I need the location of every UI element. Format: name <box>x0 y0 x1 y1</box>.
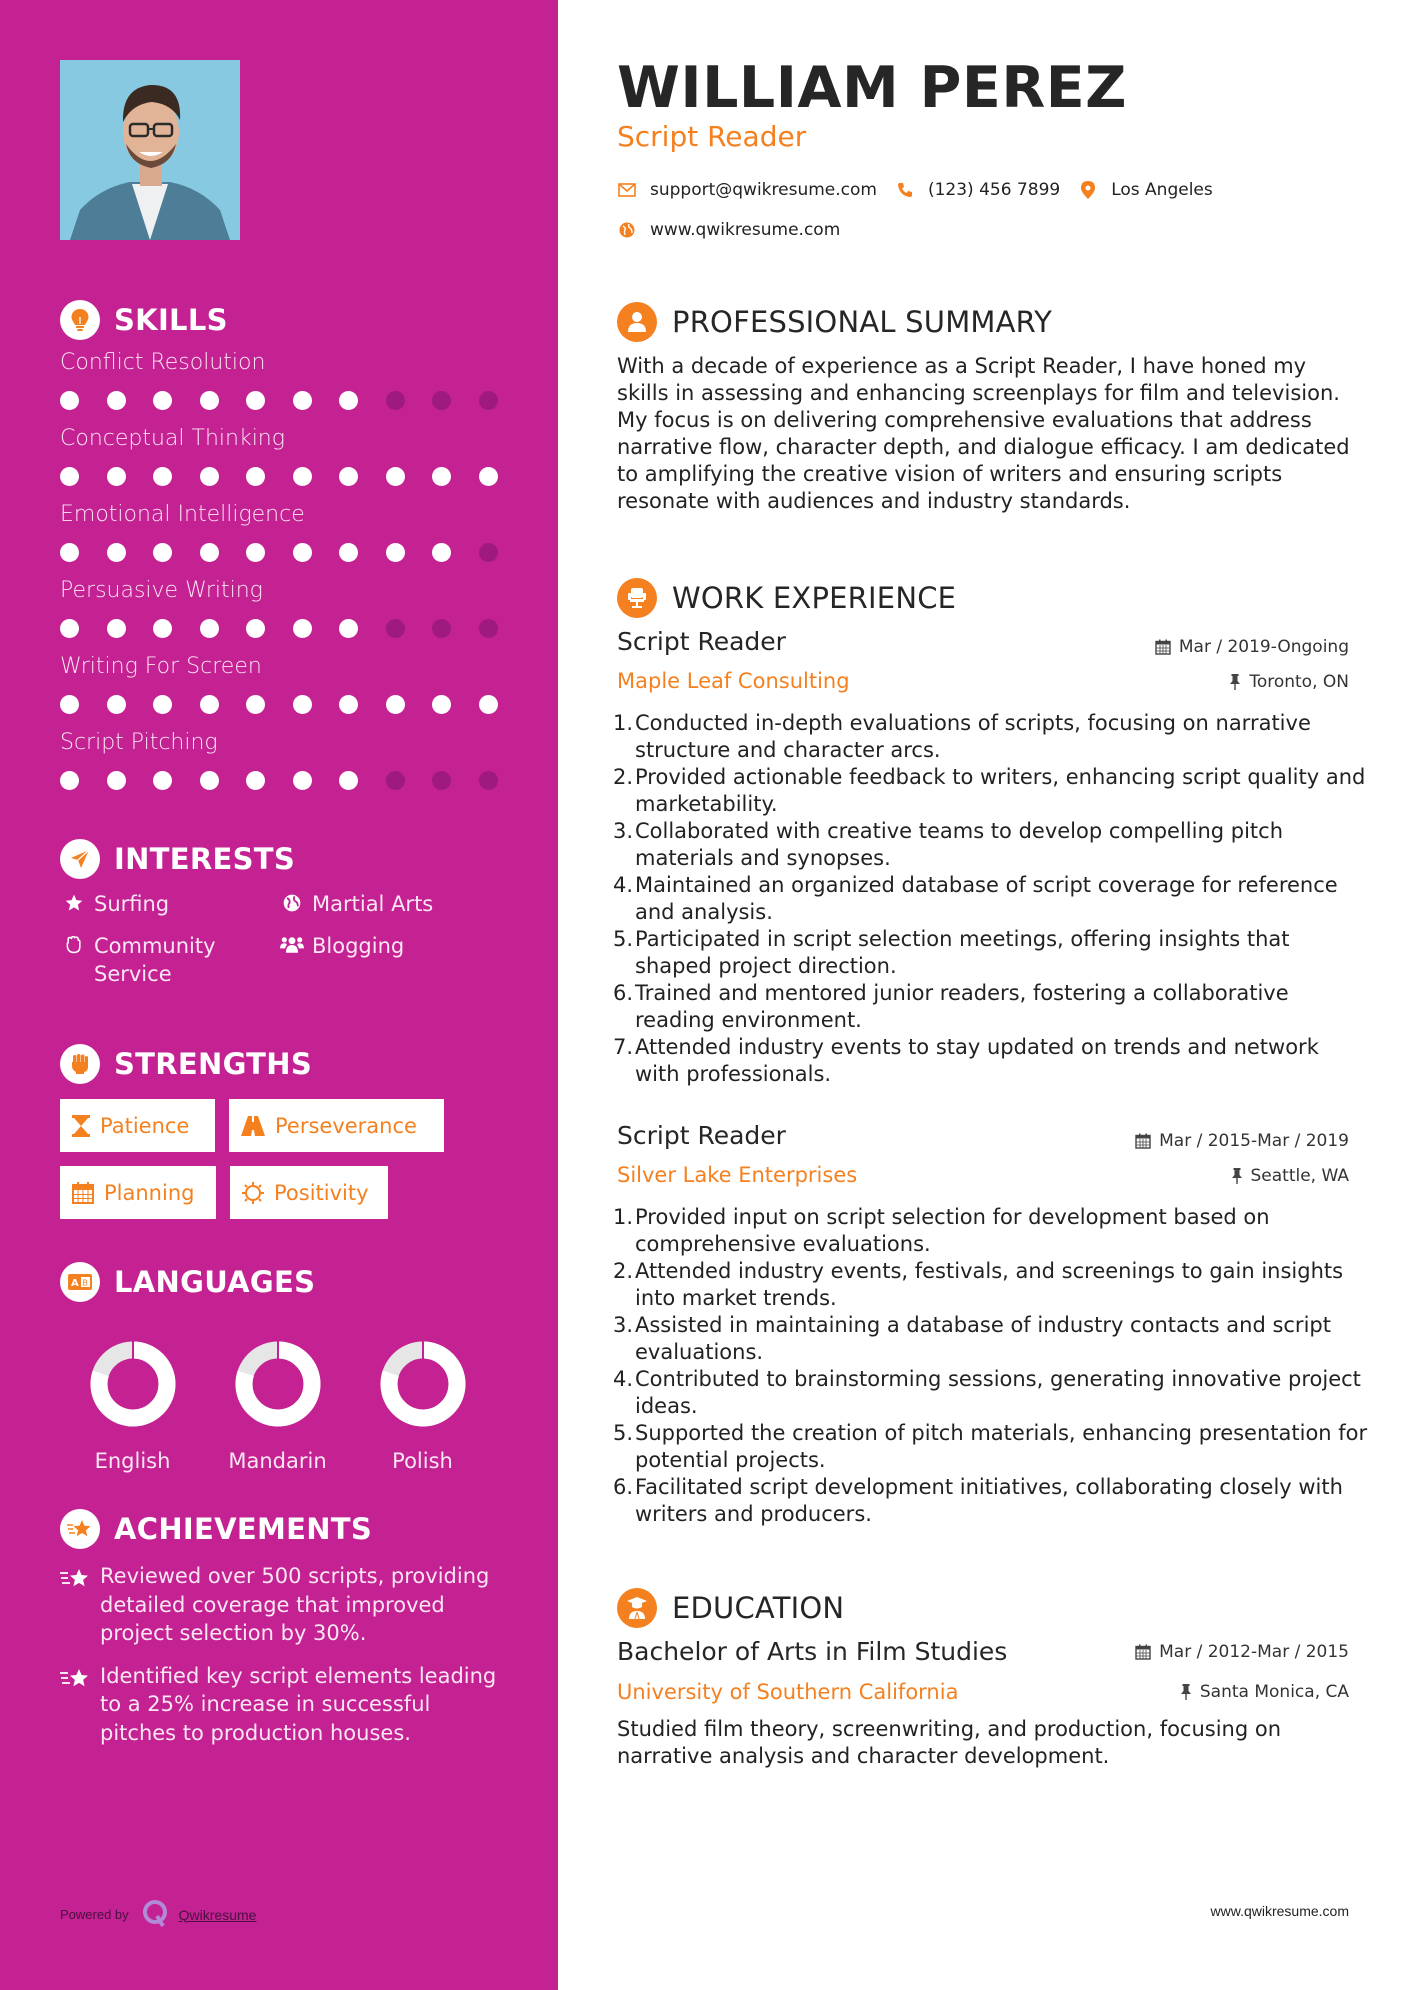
summary-header <box>617 301 1052 343</box>
bullet-text: Trained and mentored junior readers, fostering a collaborative reading environment. <box>635 981 1289 1032</box>
school-name: University of Southern California <box>617 1680 959 1704</box>
hourglass-icon <box>72 1115 90 1137</box>
users-icon <box>278 932 306 955</box>
rating-dot <box>107 619 126 638</box>
language-donut-chart <box>235 1341 321 1427</box>
bullet-text: Participated in script selection meetings, offering insights that shaped project direction. <box>635 927 1290 978</box>
rating-dot <box>293 771 312 790</box>
job-company: Silver Lake Enterprises <box>617 1163 858 1187</box>
job-company: Maple Leaf Consulting <box>617 669 850 693</box>
job-title: Script Reader <box>617 627 786 656</box>
fist-icon <box>60 1044 100 1084</box>
rating-dot <box>293 467 312 486</box>
bullet-number: 4. <box>612 1367 633 1391</box>
bullet-text: Contributed to brainstorming sessions, generating innovative project ideas. <box>635 1367 1361 1418</box>
rating-dot <box>432 619 451 638</box>
job-dates <box>1135 1131 1349 1151</box>
strength-chip <box>60 1166 216 1219</box>
skill-rating <box>60 456 520 496</box>
pushpin-icon <box>1229 674 1241 690</box>
skill-rating <box>60 532 520 572</box>
sidebar <box>0 0 558 1990</box>
achievements-header <box>60 1508 520 1550</box>
strength-label: Planning <box>104 1180 195 1205</box>
rating-dot <box>246 391 265 410</box>
education-dates-text: Mar / 2012-Mar / 2015 <box>1159 1642 1349 1662</box>
rating-dot <box>200 695 219 714</box>
strength-label: Patience <box>100 1113 190 1138</box>
candidate-name: WILLIAM PEREZ <box>617 55 1127 121</box>
skill-item <box>60 574 520 648</box>
language-label: English <box>94 1449 171 1473</box>
interests-header <box>60 838 520 880</box>
education-dates <box>1135 1642 1349 1662</box>
rating-dot <box>432 391 451 410</box>
rating-dot <box>339 695 358 714</box>
rating-dot <box>339 619 358 638</box>
rating-dot <box>200 771 219 790</box>
strengths-list <box>60 1099 520 1233</box>
interest-label: Blogging <box>312 934 405 958</box>
skill-item <box>60 498 520 572</box>
job-location <box>1229 672 1349 692</box>
interests-list <box>60 890 520 988</box>
bullet-text: Provided actionable feedback to writers, enhancing script quality and marketability. <box>635 765 1366 816</box>
skill-rating <box>60 760 520 800</box>
rating-dot <box>479 771 498 790</box>
rating-dot <box>153 467 172 486</box>
footer-url[interactable]: www.qwikresume.com <box>1210 1903 1349 1919</box>
phone-icon <box>895 182 915 198</box>
skills-section <box>60 299 520 800</box>
rating-dot <box>153 391 172 410</box>
svg-text:A: A <box>71 1278 79 1289</box>
bullet-item <box>608 1474 1368 1528</box>
skill-rating <box>60 608 520 648</box>
bullet-item <box>608 872 1368 926</box>
bullet-item <box>608 1366 1368 1420</box>
rating-dot <box>200 619 219 638</box>
summary-title: PROFESSIONAL SUMMARY <box>672 305 1053 339</box>
bullet-item <box>608 818 1368 872</box>
rating-dot <box>293 543 312 562</box>
rating-dot <box>153 619 172 638</box>
job-location-text: Toronto, ON <box>1249 672 1349 692</box>
rating-dot <box>246 543 265 562</box>
map-pin-icon <box>1078 181 1098 199</box>
skill-rating <box>60 684 520 724</box>
rating-dot <box>386 467 405 486</box>
skill-item <box>60 650 520 724</box>
powered-by-label: Powered by <box>60 1907 129 1922</box>
pushpin-icon <box>1180 1684 1192 1700</box>
skill-label: Writing For Screen <box>60 654 262 679</box>
rating-dot <box>339 391 358 410</box>
languages-header <box>60 1261 520 1303</box>
rating-dot <box>60 695 79 714</box>
achievement-item <box>60 1662 520 1748</box>
summary-text: With a decade of experience as a Script Reader, I have honed my skills in assessing and enhancing screenplays for film and television. My focus is on delivering comprehensive evaluations that address narrative flow, character depth, and dialogue efficacy. I am dedicated to amplifying the creative vision of writers and ensuring scripts resonate with audiences and industry standards. <box>617 354 1350 513</box>
skill-label: Conflict Resolution <box>60 350 266 375</box>
rating-dot <box>153 771 172 790</box>
strengths-title: STRENGTHS <box>114 1047 313 1081</box>
shooting-star-icon <box>60 1662 100 1748</box>
experience-header <box>617 577 956 619</box>
strength-chip <box>230 1166 388 1219</box>
rating-dot <box>60 543 79 562</box>
interest-label: Surfing <box>94 892 170 916</box>
bullet-item <box>608 764 1368 818</box>
interest-item <box>60 890 278 918</box>
achievements-title: ACHIEVEMENTS <box>114 1512 373 1546</box>
bullet-number: 6. <box>612 981 633 1005</box>
contact-row <box>617 220 840 240</box>
candidate-title: Script Reader <box>617 120 807 153</box>
svg-text:B: B <box>82 1278 88 1288</box>
language-item <box>60 1341 205 1473</box>
bullet-item <box>608 1258 1368 1312</box>
rating-dot <box>479 391 498 410</box>
interest-item <box>278 932 498 988</box>
rating-dot <box>386 391 405 410</box>
bullet-text: Attended industry events to stay updated on trends and network with professionals. <box>635 1035 1319 1086</box>
achievements-section <box>60 1508 520 1747</box>
rating-dot <box>432 695 451 714</box>
rating-dot <box>153 543 172 562</box>
bullet-item <box>608 926 1368 980</box>
avatar <box>60 60 240 240</box>
interest-label: Community Service <box>94 934 216 986</box>
rating-dot <box>107 695 126 714</box>
skill-item <box>60 422 520 496</box>
language-label: Mandarin <box>228 1449 327 1473</box>
rating-dot <box>479 619 498 638</box>
strength-label: Positivity <box>274 1180 369 1205</box>
rating-dot <box>107 543 126 562</box>
skill-label: Conceptual Thinking <box>60 426 285 451</box>
skill-label: Emotional Intelligence <box>60 502 305 527</box>
language-donut-chart <box>380 1341 466 1427</box>
education-location <box>1180 1682 1349 1702</box>
strengths-section <box>60 1043 520 1233</box>
bullet-text: Maintained an organized database of script coverage for reference and analysis. <box>635 873 1338 924</box>
bullet-item <box>608 980 1368 1034</box>
bullet-number: 1. <box>612 711 633 735</box>
interests-section <box>60 838 520 988</box>
language-item <box>205 1341 350 1473</box>
envelope-icon <box>617 183 637 197</box>
calendar-icon <box>72 1182 94 1204</box>
bullet-text: Assisted in maintaining a database of industry contacts and script evaluations. <box>635 1313 1331 1364</box>
rating-dot <box>153 695 172 714</box>
bullet-number: 3. <box>612 819 633 843</box>
strengths-header <box>60 1043 520 1085</box>
road-icon <box>241 1116 265 1136</box>
bullet-text: Conducted in-depth evaluations of scripts, focusing on narrative structure and character arcs. <box>635 711 1311 762</box>
bullet-item <box>608 1312 1368 1366</box>
rating-dot <box>432 771 451 790</box>
bullet-item <box>608 1204 1368 1258</box>
rating-dot <box>432 543 451 562</box>
job-location-text: Seattle, WA <box>1250 1166 1349 1186</box>
globe-icon <box>278 890 306 913</box>
rating-dot <box>60 771 79 790</box>
rating-dot <box>479 695 498 714</box>
rating-dot <box>60 619 79 638</box>
rating-dot <box>200 391 219 410</box>
lightbulb-icon <box>60 300 100 340</box>
strength-label: Perseverance <box>275 1113 417 1138</box>
contact-location: Los Angeles <box>1111 180 1213 200</box>
degree-title: Bachelor of Arts in Film Studies <box>617 1637 1008 1666</box>
rating-dot <box>246 771 265 790</box>
contact-website[interactable]: www.qwikresume.com <box>650 220 841 240</box>
hand-icon <box>60 932 88 955</box>
rating-dot <box>479 467 498 486</box>
job-dates-text: Mar / 2015-Mar / 2019 <box>1159 1131 1349 1151</box>
bullet-item <box>608 1420 1368 1474</box>
skill-label: Persuasive Writing <box>60 578 263 603</box>
bullet-number: 4. <box>612 873 633 897</box>
education-description: Studied film theory, screenwriting, and production, focusing on narrative analysis and character development. <box>617 1717 1282 1768</box>
contact-email[interactable]: support@qwikresume.com <box>650 180 877 200</box>
sun-icon <box>242 1182 264 1204</box>
rating-dot <box>107 391 126 410</box>
languages-section <box>60 1261 520 1473</box>
language-donut-chart <box>90 1341 176 1427</box>
rating-dot <box>339 543 358 562</box>
language-label: Polish <box>392 1449 453 1473</box>
bullet-text: Collaborated with creative teams to develop compelling pitch materials and synopses. <box>635 819 1284 870</box>
rating-dot <box>386 771 405 790</box>
job-title: Script Reader <box>617 1121 786 1150</box>
rating-dot <box>339 771 358 790</box>
rating-dot <box>386 619 405 638</box>
skill-item <box>60 346 520 420</box>
job-bullets <box>608 1204 1368 1528</box>
bullet-number: 2. <box>612 1259 633 1283</box>
bullet-number: 2. <box>612 765 633 789</box>
globe-icon <box>617 222 637 238</box>
rating-dot <box>386 543 405 562</box>
education-location-text: Santa Monica, CA <box>1199 1682 1349 1702</box>
star-icon <box>60 890 88 913</box>
bullet-text: Supported the creation of pitch materials, enhancing presentation for potential projects. <box>635 1421 1368 1472</box>
interest-item <box>278 890 498 918</box>
pushpin-icon <box>1231 1168 1243 1184</box>
rating-dot <box>200 543 219 562</box>
achievement-text: Reviewed over 500 scripts, providing detailed coverage that improved project selection by 30%. <box>100 1564 490 1645</box>
rating-dot <box>293 391 312 410</box>
paper-plane-icon <box>60 839 100 879</box>
rating-dot <box>246 619 265 638</box>
bullet-item <box>608 1034 1368 1088</box>
rating-dot <box>479 543 498 562</box>
bullet-number: 6. <box>612 1475 633 1499</box>
interest-label: Martial Arts <box>312 892 434 916</box>
achievement-text: Identified key script elements leading to a 25% increase in successful pitches to production houses. <box>100 1663 497 1745</box>
user-icon <box>617 302 657 342</box>
rating-dot <box>432 467 451 486</box>
qwikresume-logo-icon <box>141 1898 169 1931</box>
graduate-icon <box>617 1588 657 1628</box>
bullet-item <box>608 710 1368 764</box>
skills-header <box>60 299 520 341</box>
rating-dot <box>60 391 79 410</box>
skills-title: SKILLS <box>114 303 228 337</box>
education-title: EDUCATION <box>672 1591 845 1625</box>
skill-label: Script Pitching <box>60 730 218 755</box>
rating-dot <box>293 619 312 638</box>
rating-dot <box>246 467 265 486</box>
job-dates <box>1155 637 1349 657</box>
bullet-number: 3. <box>612 1313 633 1337</box>
job-location <box>1231 1166 1350 1186</box>
rating-dot <box>339 467 358 486</box>
education-header <box>617 1587 844 1629</box>
bullet-text: Attended industry events, festivals, and screenings to gain insights into market trends. <box>635 1259 1344 1310</box>
calendar-icon <box>1135 1644 1151 1660</box>
skill-item <box>60 726 520 800</box>
rating-dot <box>200 467 219 486</box>
shooting-star-icon <box>60 1562 100 1648</box>
bullet-number: 1. <box>612 1205 633 1229</box>
achievement-item <box>60 1562 520 1648</box>
contact-phone[interactable]: (123) 456 7899 <box>927 180 1061 200</box>
job-dates-text: Mar / 2019-Ongoing <box>1178 637 1349 657</box>
bullet-number: 5. <box>612 927 633 951</box>
rating-dot <box>386 695 405 714</box>
rating-dot <box>107 771 126 790</box>
job-bullets <box>608 710 1368 1088</box>
languages-title: LANGUAGES <box>114 1265 316 1299</box>
interests-title: INTERESTS <box>114 842 296 876</box>
language-item <box>350 1341 495 1473</box>
rating-dot <box>107 467 126 486</box>
translate-icon <box>60 1262 100 1302</box>
interest-item <box>60 932 278 988</box>
rating-dot <box>293 695 312 714</box>
shooting-star-icon <box>60 1509 100 1549</box>
experience-title: WORK EXPERIENCE <box>672 581 957 615</box>
calendar-icon <box>1135 1133 1151 1149</box>
bullet-text: Facilitated script development initiatives, collaborating closely with writers and producers. <box>635 1475 1343 1526</box>
main-content <box>558 0 1407 1990</box>
bullet-text: Provided input on script selection for development based on comprehensive evaluations. <box>635 1205 1270 1256</box>
strength-chip <box>229 1099 444 1152</box>
skill-rating <box>60 380 520 420</box>
qwikresume-link[interactable]: Qwikresume <box>178 1906 257 1923</box>
languages-list <box>60 1341 520 1473</box>
rating-dot <box>246 695 265 714</box>
bullet-number: 7. <box>612 1035 633 1059</box>
rating-dot <box>60 467 79 486</box>
chair-icon <box>617 578 657 618</box>
profile-photo <box>60 60 240 240</box>
calendar-icon <box>1155 639 1171 655</box>
contact-row <box>617 180 1213 200</box>
powered-by <box>60 1898 256 1931</box>
bullet-number: 5. <box>612 1421 633 1445</box>
strength-chip <box>60 1099 215 1152</box>
